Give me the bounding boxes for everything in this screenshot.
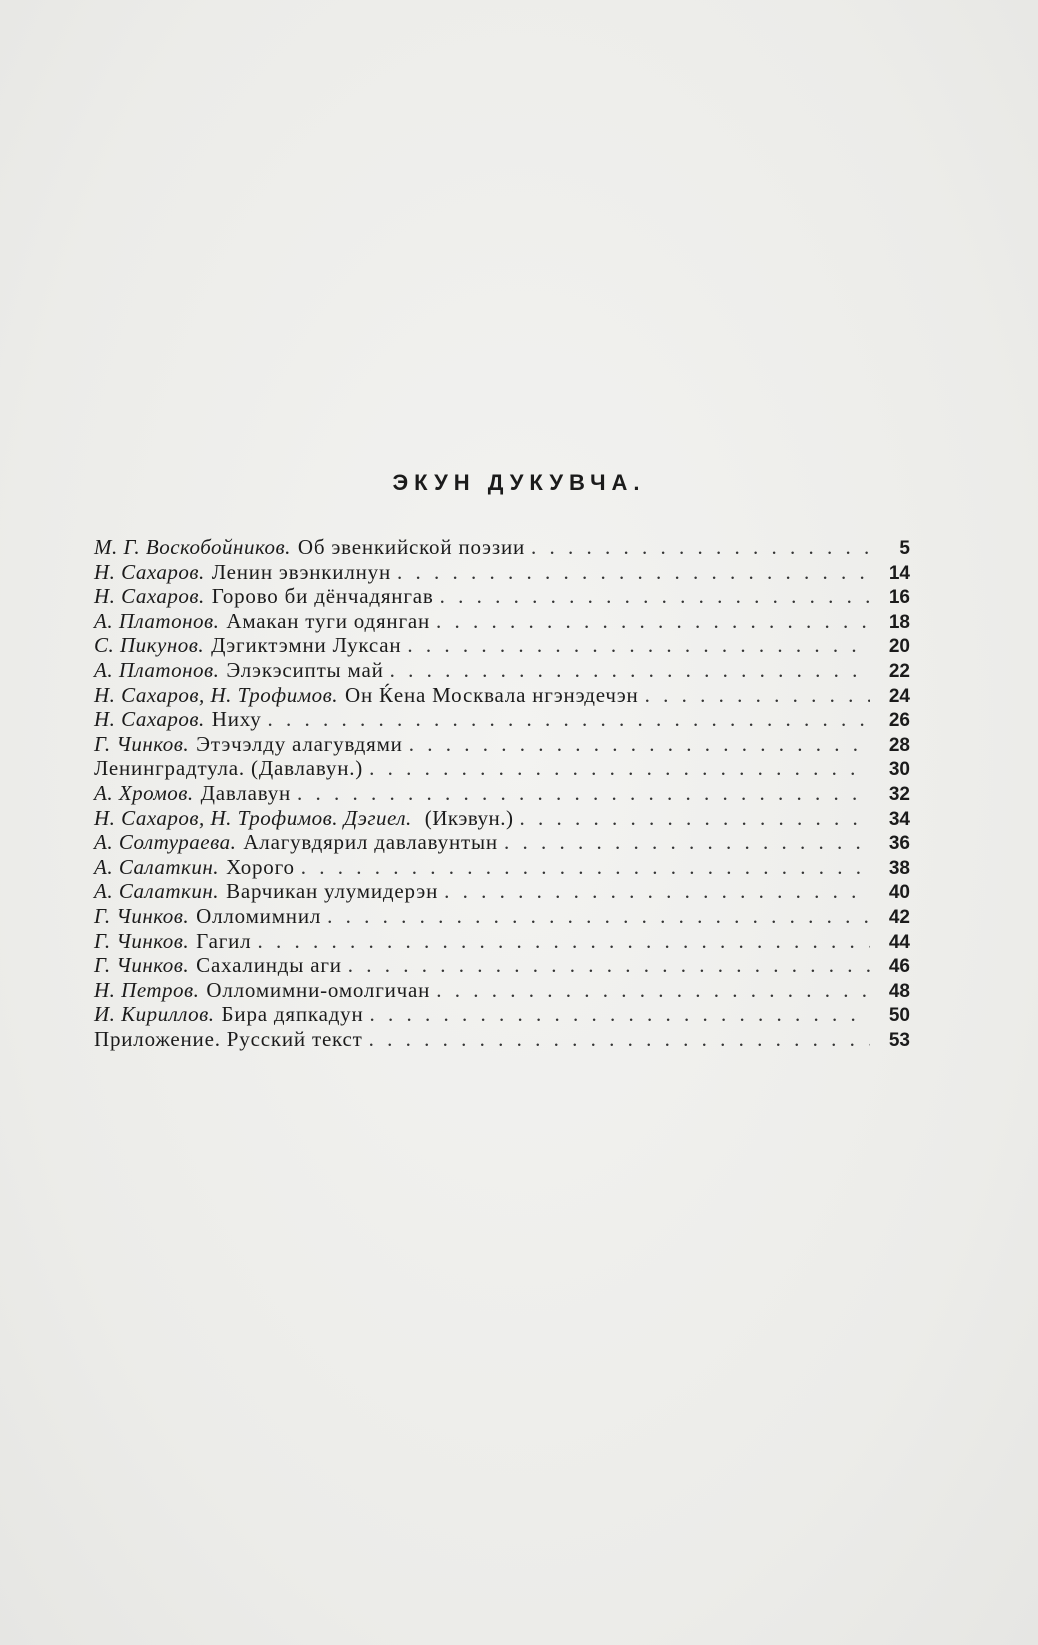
toc-page-number: 53 [888, 1029, 910, 1051]
dot-leader [370, 1002, 870, 1027]
dot-leader [369, 756, 870, 781]
toc-work-title: Бира дяпкадун [221, 1002, 364, 1027]
toc-work-title: Дэгиктэмни Луксан [211, 633, 402, 658]
toc-page-number: 18 [888, 611, 910, 633]
toc-work-title: Алагувдярил давлавунтын [243, 830, 498, 855]
toc-author: А. Хромов. [94, 780, 194, 805]
toc-work-title: Приложение. Русский текст [94, 1026, 363, 1051]
toc-entry [94, 953, 910, 978]
toc-author: А. Салаткин. [94, 879, 220, 904]
dot-leader [444, 879, 870, 904]
toc-author: Н. Петров. [94, 977, 200, 1002]
toc-entry [94, 633, 910, 658]
toc-page-number: 14 [888, 562, 910, 584]
toc-page-number: 36 [888, 833, 910, 855]
toc-entry [94, 658, 910, 683]
toc-work-title: Об эвенкийской поэзии [297, 535, 526, 559]
toc-entry [94, 707, 910, 732]
toc-entry [94, 683, 910, 708]
toc-author: Н. Сахаров. [94, 584, 205, 609]
dot-leader [301, 855, 870, 880]
toc-page-number: 16 [888, 587, 910, 609]
toc-author: А. Солтураева. [94, 830, 237, 855]
toc-work-title: Этэчэлду алагувдями [196, 731, 403, 756]
toc-entry [94, 560, 910, 585]
toc-page-number: 26 [888, 710, 910, 732]
dot-leader [397, 560, 870, 585]
toc-author: Г. Чинков. [94, 731, 190, 756]
dot-leader [440, 584, 870, 609]
toc-work-title: Горово би дёнчадянгав [211, 584, 434, 609]
toc-entry [94, 584, 910, 609]
toc-author: А. Платонов. [94, 608, 220, 633]
toc-entry [94, 830, 910, 855]
dot-leader [504, 830, 870, 855]
toc-entry [94, 609, 910, 634]
toc-entry [94, 732, 910, 757]
toc-entry [94, 535, 910, 560]
dot-leader [369, 1027, 870, 1052]
toc-entry [94, 756, 910, 781]
dot-leader [268, 707, 870, 732]
dot-leader [257, 929, 870, 954]
toc-page-number: 22 [888, 660, 910, 682]
toc-page-number: 28 [888, 734, 910, 756]
toc-page-number: 34 [888, 808, 910, 830]
toc-author: С. Пикунов. [94, 633, 205, 658]
toc-work-title: Давлавун [200, 780, 292, 805]
toc-page-number: 48 [888, 980, 910, 1002]
toc-work-title: Ленин эвэнкилнун [211, 559, 391, 584]
dot-leader [436, 978, 870, 1003]
toc-work-title: Гагил [196, 928, 252, 953]
toc-work-title: Хорого [226, 854, 295, 879]
dot-leader [436, 609, 870, 634]
dot-leader [390, 658, 870, 683]
toc-work-title: Амакан туги одянган [226, 608, 431, 633]
toc-entry [94, 1002, 910, 1027]
dot-leader [645, 683, 870, 708]
table-of-contents [94, 535, 910, 1051]
toc-author: М. Г. Воскобойников. [94, 535, 291, 559]
toc-entry [94, 781, 910, 806]
toc-page-number: 46 [888, 956, 910, 978]
toc-work-title: Он Ќена Москвала нгэнэдечэн [344, 682, 639, 707]
toc-entry [94, 929, 910, 954]
toc-page-number: 42 [888, 906, 910, 928]
toc-entry [94, 806, 910, 831]
dot-leader [531, 535, 870, 560]
toc-author: Н. Сахаров. [94, 559, 205, 584]
toc-page-number: 5 [899, 538, 910, 559]
toc-page-number: 20 [888, 636, 910, 658]
dot-leader [348, 953, 870, 978]
dot-leader [520, 806, 870, 831]
toc-entry [94, 879, 910, 904]
toc-page-number: 30 [888, 759, 910, 781]
toc-page-number: 32 [888, 783, 910, 805]
toc-author: А. Платонов. [94, 657, 220, 682]
toc-author: Н. Сахаров, Н. Трофимов. [94, 682, 338, 707]
toc-work-title: Ниху [211, 707, 262, 732]
toc-work-title: Олломимни-омолгичан [206, 977, 431, 1002]
dot-leader [409, 732, 870, 757]
page-title: ЭКУН ДУКУВЧА. [392, 470, 646, 495]
dot-leader [297, 781, 870, 806]
toc-author: Н. Сахаров. [94, 707, 205, 732]
toc-author: А. Салаткин. [94, 854, 220, 879]
toc-author: Г. Чинков. [94, 953, 190, 978]
toc-work-title: Олломимнил [196, 903, 322, 928]
toc-author: Г. Чинков. [94, 903, 190, 928]
toc-work-title: Элэкэсипты май [226, 657, 384, 682]
toc-work-title: Варчикан улумидерэн [226, 879, 439, 904]
toc-entry [94, 904, 910, 929]
toc-work-title: Ленинградтула. (Давлавун.) [94, 756, 364, 781]
toc-page-number: 24 [888, 685, 910, 707]
dot-leader [407, 633, 870, 658]
toc-page-number: 38 [888, 857, 910, 879]
toc-author: Н. Сахаров, Н. Трофимов. Дэгиел. [94, 805, 412, 830]
toc-genre-note: (Икэвун.) [424, 805, 514, 830]
toc-page-number: 40 [888, 882, 910, 904]
toc-entry [94, 978, 910, 1003]
toc-entry [94, 1027, 910, 1052]
toc-entry [94, 855, 910, 880]
dot-leader [327, 904, 870, 929]
toc-page-number: 50 [888, 1005, 910, 1027]
toc-page-number: 44 [888, 931, 910, 953]
toc-work-title: Сахалинды аги [196, 953, 342, 978]
toc-author: Г. Чинков. [94, 928, 190, 953]
toc-author: И. Кириллов. [94, 1002, 215, 1027]
